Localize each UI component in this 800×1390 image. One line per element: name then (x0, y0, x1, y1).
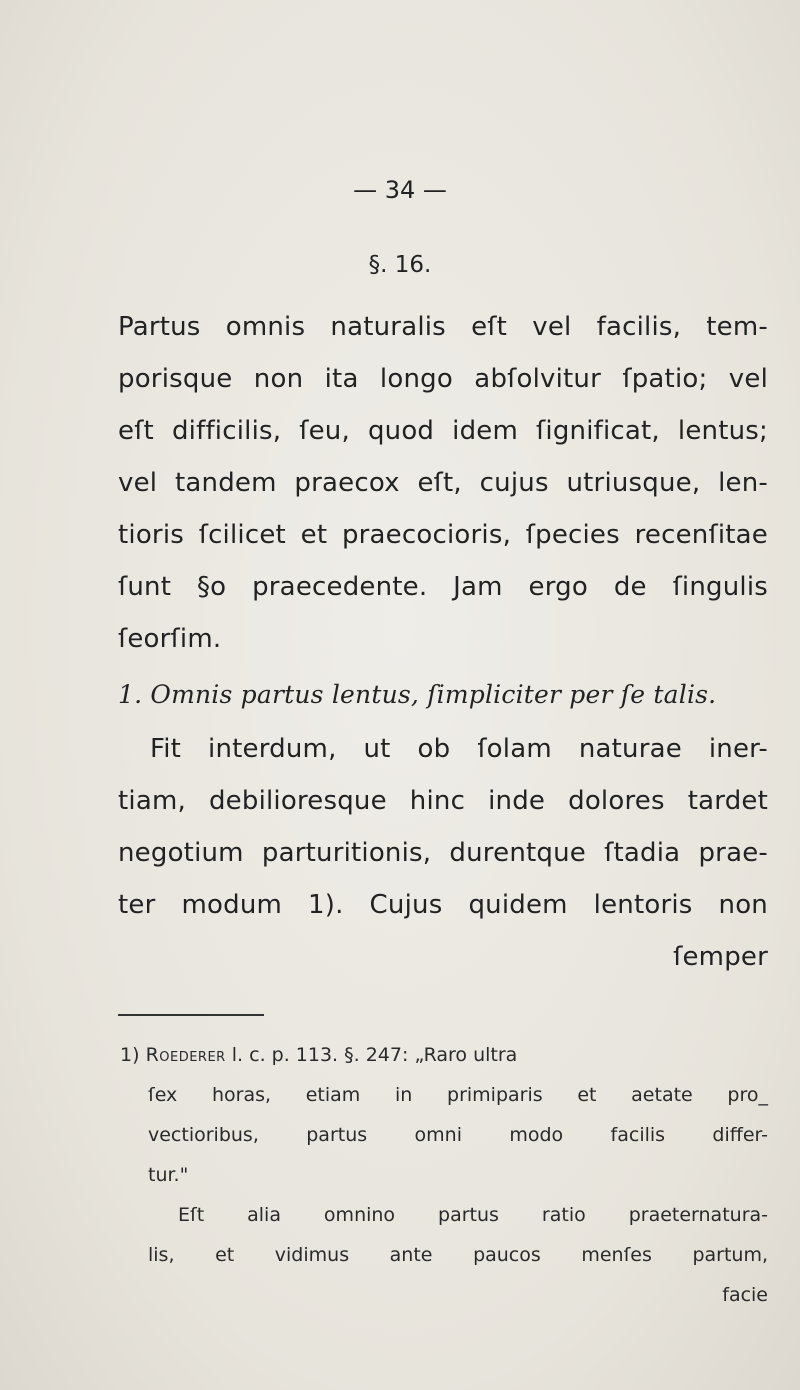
body-line: ſeorſim. (118, 624, 222, 654)
footnote-catchword: facie (722, 1284, 768, 1306)
subsection-heading: 1. Omnis partus lentus, ſimpliciter per ſe talis. (118, 680, 717, 709)
footnote-marker: 1) (120, 1044, 140, 1066)
footnote-reference: l. c. p. 113. §. 247: (231, 1044, 409, 1066)
body-line: porisque non ita longo abſolvitur ſpatio; vel (118, 364, 768, 394)
footnote-quote-start: „Raro ultra (414, 1044, 518, 1066)
body-line: tioris ſcilicet et praecocioris, ſpecies recenſitae (118, 520, 768, 550)
footnote-line: tur." (148, 1164, 189, 1186)
catchword: ſemper (673, 942, 768, 972)
section-heading: §. 16. (368, 252, 432, 278)
body-line: Partus omnis naturalis eſt vel facilis, tem- (118, 312, 768, 342)
footnote-line: Eſt alia omnino partus ratio praeternatura- (178, 1204, 768, 1226)
body-line: eſt difficilis, ſeu, quod idem ſignificat, lentus; (118, 416, 768, 446)
footnote-line: lis, et vidimus ante paucos menſes partum, (148, 1244, 768, 1266)
footnote-line: ſex horas, etiam in primiparis et aetate pro_ (148, 1084, 768, 1106)
page-number: — 34 — (353, 176, 447, 204)
footnote-author: Roederer (145, 1044, 226, 1066)
body-line: Fit interdum, ut ob ſolam naturae iner- (150, 734, 768, 764)
body-line: ter modum 1). Cujus quidem lentoris non (118, 890, 768, 920)
body-line: negotium parturitionis, durentque ſtadia prae- (118, 838, 768, 868)
footnote-rule (118, 1014, 264, 1016)
footnote-line: vectioribus, partus omni modo facilis differ- (148, 1124, 768, 1146)
footnote-first-line (120, 1044, 517, 1066)
body-line: ſunt §o praecedente. Jam ergo de ſingulis (118, 572, 768, 602)
body-line: tiam, debilioresque hinc inde dolores tardet (118, 786, 768, 816)
body-line: vel tandem praecox eſt, cujus utriusque, len- (118, 468, 768, 498)
